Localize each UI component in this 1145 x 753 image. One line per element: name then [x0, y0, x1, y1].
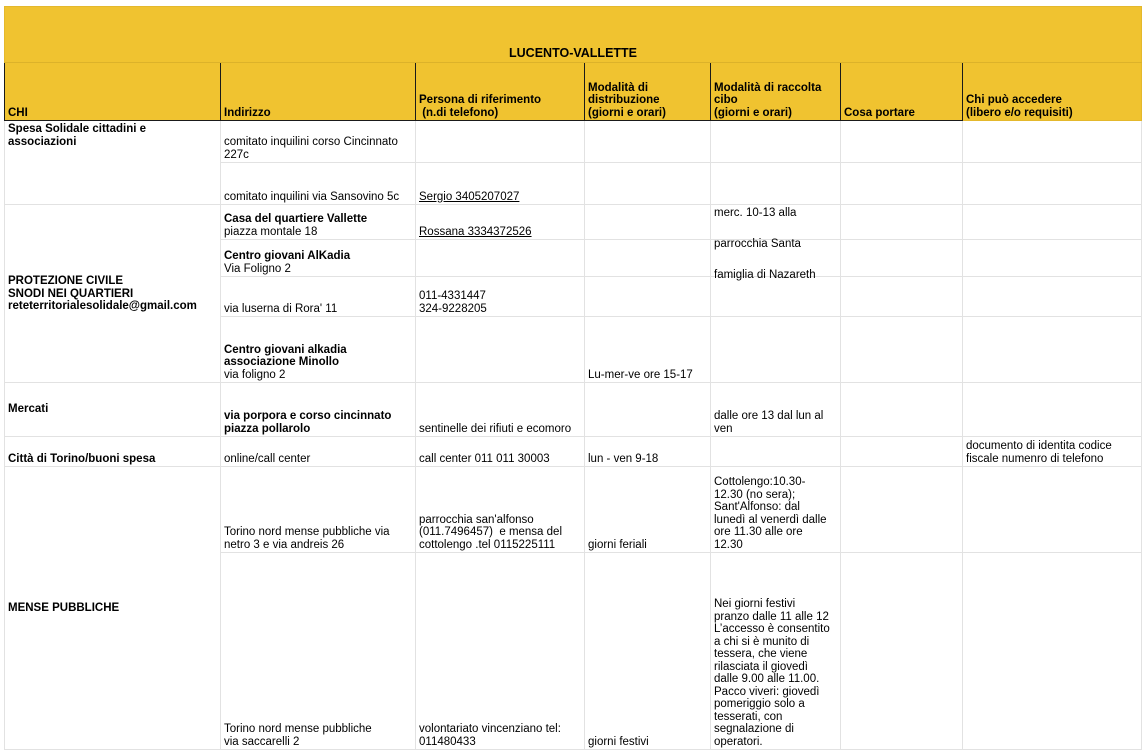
cell-accedere[interactable]: [963, 317, 1142, 383]
header-persona-line2: (n.di telefono): [419, 106, 499, 119]
accedere-line: fiscale numenro di telefono: [966, 452, 1104, 465]
phone-number: 011-4331447: [419, 290, 486, 302]
raccolta-line: famiglia di Nazareth: [714, 269, 816, 281]
header-raccolta-line1: Modalità di raccolta: [714, 81, 822, 94]
cell-distribuzione[interactable]: lun - ven 9-18: [585, 437, 711, 467]
header-persona[interactable]: [416, 63, 585, 121]
place-name: Centro giovani alkadia: [224, 343, 347, 356]
cell-indirizzo[interactable]: [221, 383, 416, 437]
cell-raccolta[interactable]: [711, 205, 841, 281]
cell-persona[interactable]: [416, 121, 585, 163]
cell-persona[interactable]: [416, 163, 585, 205]
raccolta-line: parrocchia Santa: [714, 238, 801, 250]
spreadsheet: [4, 6, 1141, 750]
raccolta-line: Nei giorni festivi: [714, 598, 796, 610]
cell-persona[interactable]: [416, 205, 585, 240]
raccolta-line: tesserati, con: [714, 710, 783, 723]
sheet-title[interactable]: LUCENTO-VALLETTE: [5, 7, 1142, 63]
raccolta-line: pomeriggio solo a: [714, 698, 805, 710]
place-name: Casa del quartiere Vallette: [224, 213, 368, 225]
header-distribuzione[interactable]: [585, 63, 711, 121]
header-raccolta[interactable]: [711, 63, 841, 121]
raccolta-line: segnalazione di: [714, 723, 794, 735]
cell-chi-citta[interactable]: Città di Torino/buoni spesa: [5, 437, 221, 467]
cell-distribuzione[interactable]: [585, 121, 711, 163]
header-persona-line1: Persona di riferimento: [419, 94, 542, 106]
cell-distribuzione[interactable]: giorni festivi: [585, 553, 711, 750]
cell-cosa-portare[interactable]: [841, 205, 963, 240]
cell-indirizzo[interactable]: comitato inquilini via Sansovino 5c: [221, 163, 416, 205]
indirizzo-line: Torino nord mense pubbliche: [224, 723, 372, 735]
cell-indirizzo[interactable]: [221, 205, 416, 240]
header-row: [5, 63, 1142, 121]
cell-accedere[interactable]: [963, 240, 1142, 277]
cell-accedere[interactable]: [963, 437, 1142, 467]
cell-raccolta[interactable]: [711, 467, 841, 553]
persona-line: volontariato vincenziano tel:: [419, 723, 561, 735]
indirizzo-line: netro 3 e via andreis 26: [224, 538, 345, 551]
table-row: [5, 437, 1142, 467]
header-chi-puo-accedere[interactable]: [963, 63, 1142, 121]
header-cosa-portare[interactable]: Cosa portare: [841, 63, 963, 121]
indirizzo-line: Via Foligno 2: [224, 262, 291, 275]
cell-accedere[interactable]: [963, 163, 1142, 205]
cell-distribuzione[interactable]: [585, 163, 711, 205]
food-resources-table: [4, 6, 1142, 750]
cell-indirizzo[interactable]: online/call center: [221, 437, 416, 467]
place-name: associazione Minollo: [224, 356, 340, 368]
cell-raccolta[interactable]: [711, 121, 841, 163]
table-row: [5, 205, 1142, 240]
cell-cosa-portare[interactable]: [841, 163, 963, 205]
cell-accedere[interactable]: [963, 277, 1142, 317]
raccolta-line: Pacco viveri: giovedì: [714, 685, 820, 698]
cell-persona[interactable]: [416, 467, 585, 553]
cell-cosa-portare[interactable]: [841, 317, 963, 383]
indirizzo-line: piazza montale 18: [224, 225, 318, 238]
cell-cosa-portare[interactable]: [841, 121, 963, 163]
table-row: [5, 121, 1142, 163]
raccolta-line: tessera, che viene: [714, 648, 808, 660]
raccolta-line: ore 11.30 alle ore: [714, 526, 803, 538]
cell-distribuzione[interactable]: giorni feriali: [585, 467, 711, 553]
cell-distribuzione[interactable]: [585, 240, 711, 277]
cell-indirizzo[interactable]: [221, 553, 416, 750]
cell-raccolta[interactable]: [711, 277, 841, 317]
cell-indirizzo[interactable]: via luserna di Rora' 11: [221, 277, 416, 317]
cell-raccolta[interactable]: [711, 383, 841, 437]
table-row: [5, 467, 1142, 553]
cell-chi-mercati[interactable]: Mercati: [5, 383, 221, 437]
indirizzo-line: via foligno 2: [224, 368, 286, 381]
cell-persona[interactable]: call center 011 011 30003: [416, 437, 585, 467]
raccolta-line: pranzo dalle 11 alle 12: [714, 610, 829, 623]
title-row: [5, 7, 1142, 63]
cell-raccolta[interactable]: [711, 317, 841, 383]
raccolta-line: 12.30 (no sera);: [714, 488, 796, 501]
raccolta-line: merc. 10-13 alla: [714, 207, 797, 219]
cell-raccolta[interactable]: [711, 553, 841, 750]
cell-indirizzo[interactable]: [221, 467, 416, 553]
raccolta-line: rilasciata il giovedì: [714, 660, 808, 673]
cell-accedere[interactable]: [963, 121, 1142, 163]
indirizzo-line: piazza pollarolo: [224, 422, 311, 435]
cell-accedere[interactable]: [963, 553, 1142, 750]
cell-distribuzione[interactable]: [585, 383, 711, 437]
cell-persona[interactable]: [416, 277, 585, 317]
place-name: Centro giovani AlKadia: [224, 250, 351, 262]
chi-email[interactable]: reteterritorialesolidale@gmail.com: [8, 300, 197, 313]
header-accedere-line2: (libero e/o requisiti): [966, 106, 1073, 119]
persona-line: cottolengo .tel 0115225111: [419, 538, 556, 551]
raccolta-line: 12.30: [714, 538, 743, 551]
cell-cosa-portare[interactable]: [841, 437, 963, 467]
cell-raccolta[interactable]: [711, 437, 841, 467]
table-row: [5, 383, 1142, 437]
header-raccolta-line3: (giorni e orari): [714, 106, 792, 119]
raccolta-line: L’accesso è consentito: [714, 623, 830, 635]
cell-indirizzo[interactable]: [221, 121, 416, 163]
cell-accedere[interactable]: [963, 383, 1142, 437]
chi-line: Spesa Solidale cittadini e: [8, 123, 147, 135]
chi-line: SNODI NEI QUARTIERI: [8, 287, 134, 300]
raccolta-line: a chi si è munito di: [714, 635, 810, 648]
header-distribuzione-line1: Modalità di: [588, 81, 649, 94]
phone-number: 324-9228205: [419, 302, 487, 315]
cell-cosa-portare[interactable]: [841, 383, 963, 437]
raccolta-text: [714, 207, 837, 281]
cell-persona[interactable]: [416, 553, 585, 750]
accedere-line: documento di identita codice: [966, 440, 1112, 452]
cell-persona[interactable]: [416, 240, 585, 277]
raccolta-line: dalle ore 13 dal lun al: [714, 410, 824, 422]
raccolta-line: lunedì al venerdì dalle: [714, 513, 827, 526]
cell-cosa-portare[interactable]: [841, 553, 963, 750]
raccolta-line: ven: [714, 422, 733, 435]
indirizzo-line: comitato inquilini corso Cincinnato: [224, 136, 398, 148]
cell-accedere[interactable]: [963, 205, 1142, 240]
cell-indirizzo[interactable]: [221, 317, 416, 383]
cell-indirizzo[interactable]: [221, 240, 416, 277]
raccolta-line: Sant'Alfonso: dal: [714, 501, 800, 513]
indirizzo-line: via porpora e corso cincinnato: [224, 410, 392, 422]
indirizzo-line: Torino nord mense pubbliche via: [224, 526, 390, 538]
indirizzo-line: via saccarelli 2: [224, 735, 300, 748]
chi-line: PROTEZIONE CIVILE: [8, 275, 124, 288]
persona-line: (011.7496457) e mensa del: [419, 526, 562, 538]
header-indirizzo[interactable]: Indirizzo: [221, 63, 416, 121]
cell-cosa-portare[interactable]: [841, 240, 963, 277]
cell-chi-spesa[interactable]: [5, 121, 221, 205]
raccolta-line: Cottolengo:10.30-: [714, 476, 806, 488]
cell-distribuzione[interactable]: Lu-mer-ve ore 15-17: [585, 317, 711, 383]
indirizzo-line: 227c: [224, 148, 249, 161]
raccolta-line: operatori.: [714, 735, 763, 748]
header-distribuzione-line2: distribuzione: [588, 94, 660, 106]
header-accedere-line1: Chi può accedere: [966, 94, 1062, 106]
cell-chi-mense[interactable]: MENSE PUBBLICHE: [5, 467, 221, 750]
cell-persona[interactable]: sentinelle dei rifiuti e ecomoro: [416, 383, 585, 437]
cell-distribuzione[interactable]: [585, 205, 711, 240]
header-chi[interactable]: CHI: [5, 63, 221, 121]
cell-cosa-portare[interactable]: [841, 277, 963, 317]
cell-raccolta[interactable]: [711, 163, 841, 205]
cell-distribuzione[interactable]: [585, 277, 711, 317]
cell-chi-protezione[interactable]: [5, 205, 221, 383]
cell-persona[interactable]: [416, 317, 585, 383]
raccolta-line: dalle 9.00 alle 11.00.: [714, 673, 820, 685]
chi-line: associazioni: [8, 135, 77, 148]
persona-line: parrocchia san'alfonso: [419, 513, 534, 526]
phone-link[interactable]: Sergio 3405207027: [419, 190, 520, 203]
cell-cosa-portare[interactable]: [841, 467, 963, 553]
header-raccolta-line2: cibo: [714, 94, 738, 106]
header-distribuzione-line3: (giorni e orari): [588, 106, 666, 119]
persona-line: 011480433: [419, 735, 476, 748]
cell-accedere[interactable]: [963, 467, 1142, 553]
phone-link[interactable]: Rossana 3334372526: [419, 225, 532, 238]
